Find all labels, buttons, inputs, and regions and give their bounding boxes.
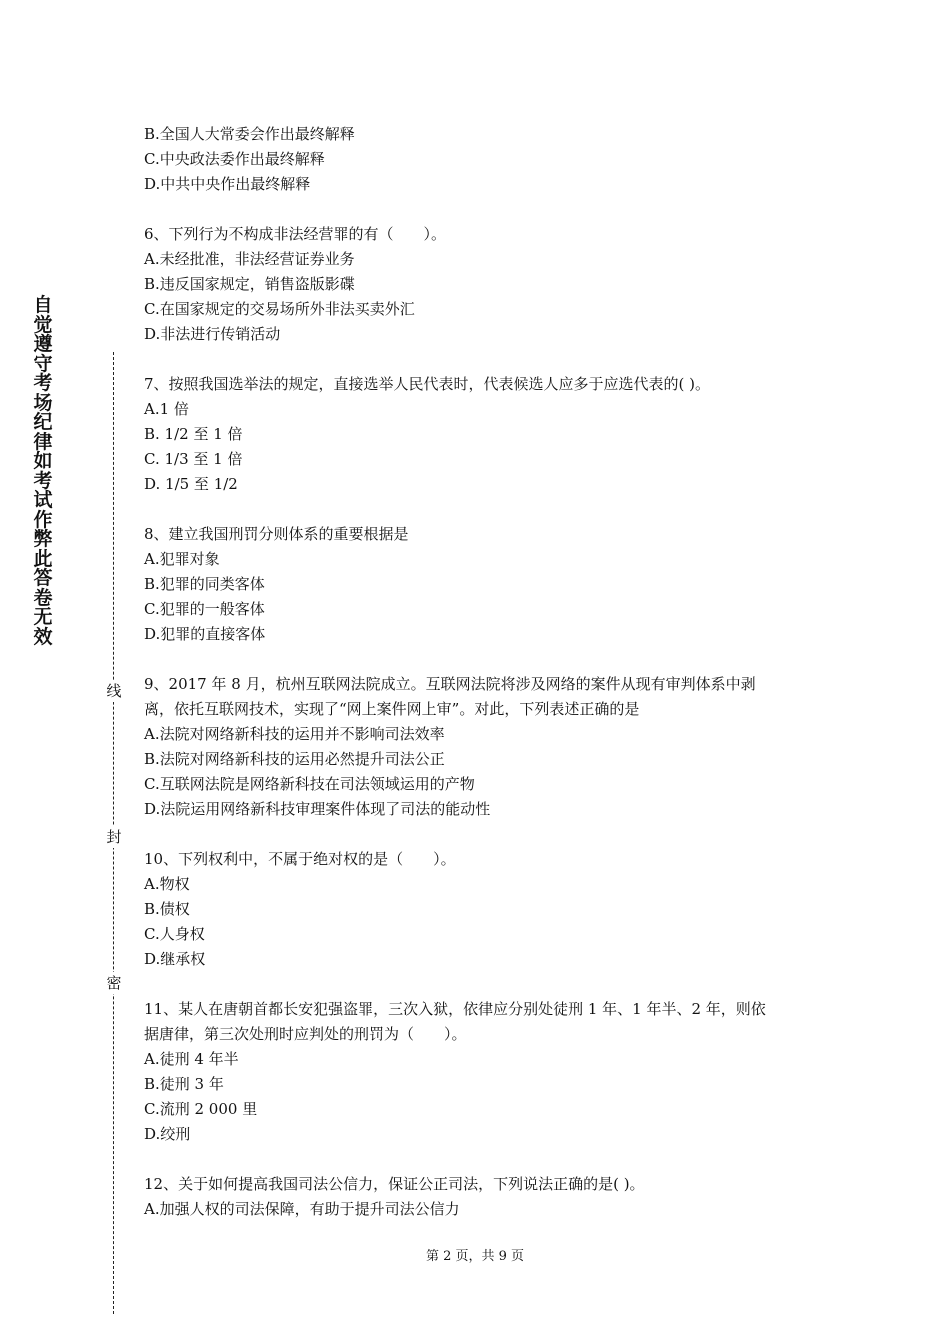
answer-option: D.法院运用网络新科技审理案件体现了司法的能动性 bbox=[144, 800, 491, 818]
answer-option: B.债权 bbox=[144, 900, 190, 918]
answer-option: B.全国人大常委会作出最终解释 bbox=[144, 125, 355, 143]
binding-mark-feng: 封 bbox=[104, 826, 124, 848]
answer-option: D.继承权 bbox=[144, 950, 206, 968]
answer-option: C.互联网法院是网络新科技在司法领域运用的产物 bbox=[144, 775, 475, 793]
answer-option: A.徒刑 4 年半 bbox=[144, 1050, 239, 1068]
page-number: 第 2 页，共 9 页 bbox=[425, 1249, 525, 1264]
answer-option: B.违反国家规定，销售盗版影碟 bbox=[144, 275, 355, 293]
exam-discipline-note: 自觉遵守考场纪律如考试作弊此答卷无效 bbox=[33, 294, 53, 648]
binding-mark-mi: 密 bbox=[104, 972, 124, 994]
answer-option: B. 1/2 至 1 倍 bbox=[144, 425, 243, 443]
question-stem: 8、建立我国刑罚分则体系的重要根据是 bbox=[144, 525, 409, 543]
answer-option: D. 1/5 至 1/2 bbox=[144, 475, 238, 493]
answer-option: A.加强人权的司法保障，有助于提升司法公信力 bbox=[144, 1200, 460, 1218]
question-stem: 9、2017 年 8 月，杭州互联网法院成立。互联网法院将涉及网络的案件从现有审判体系中剥 bbox=[144, 675, 756, 693]
answer-option: A.物权 bbox=[144, 875, 190, 893]
binding-mark-xian: 线 bbox=[104, 680, 124, 702]
question-stem: 10、下列权利中，不属于绝对权的是（ ）。 bbox=[144, 850, 456, 868]
answer-option: B.法院对网络新科技的运用必然提升司法公正 bbox=[144, 750, 445, 768]
text-line: 据唐律，第三次处刑时应判处的刑罚为（ ）。 bbox=[144, 1025, 467, 1043]
spacer bbox=[144, 822, 824, 847]
answer-option: A.法院对网络新科技的运用并不影响司法效率 bbox=[144, 725, 445, 743]
spacer bbox=[144, 647, 824, 672]
answer-option: A.犯罪对象 bbox=[144, 550, 220, 568]
answer-option: B.徒刑 3 年 bbox=[144, 1075, 224, 1093]
answer-option: B.犯罪的同类客体 bbox=[144, 575, 265, 593]
spacer bbox=[144, 197, 824, 222]
answer-option: D.中共中央作出最终解释 bbox=[144, 175, 311, 193]
answer-option: C.人身权 bbox=[144, 925, 205, 943]
question-stem: 11、某人在唐朝首都长安犯强盗罪，三次入狱，依律应分别处徒刑 1 年、1 年半、2 年，则依 bbox=[144, 1000, 766, 1018]
spacer bbox=[144, 497, 824, 522]
question-stem: 6、下列行为不构成非法经营罪的有（ ）。 bbox=[144, 225, 447, 243]
exam-content bbox=[144, 122, 824, 1222]
answer-option: C.犯罪的一般客体 bbox=[144, 600, 265, 618]
spacer bbox=[144, 972, 824, 997]
spacer bbox=[144, 1147, 824, 1172]
answer-option: C.中央政法委作出最终解释 bbox=[144, 150, 325, 168]
answer-option: C. 1/3 至 1 倍 bbox=[144, 450, 243, 468]
answer-option: D.犯罪的直接客体 bbox=[144, 625, 266, 643]
question-stem: 7、按照我国选举法的规定，直接选举人民代表时，代表候选人应多于应选代表的( )。 bbox=[144, 375, 711, 393]
answer-option: C.流刑 2 000 里 bbox=[144, 1100, 258, 1118]
answer-option: A.1 倍 bbox=[144, 400, 189, 418]
answer-option: C.在国家规定的交易场所外非法买卖外汇 bbox=[144, 300, 415, 318]
text-line: 离，依托互联网技术，实现了“网上案件网上审”。对此，下列表述正确的是 bbox=[144, 700, 640, 718]
answer-option: A.未经批准，非法经营证券业务 bbox=[144, 250, 355, 268]
answer-option: D.非法进行传销活动 bbox=[144, 325, 281, 343]
spacer bbox=[144, 347, 824, 372]
answer-option: D.绞刑 bbox=[144, 1125, 191, 1143]
question-stem: 12、关于如何提高我国司法公信力，保证公正司法，下列说法正确的是( )。 bbox=[144, 1175, 645, 1193]
